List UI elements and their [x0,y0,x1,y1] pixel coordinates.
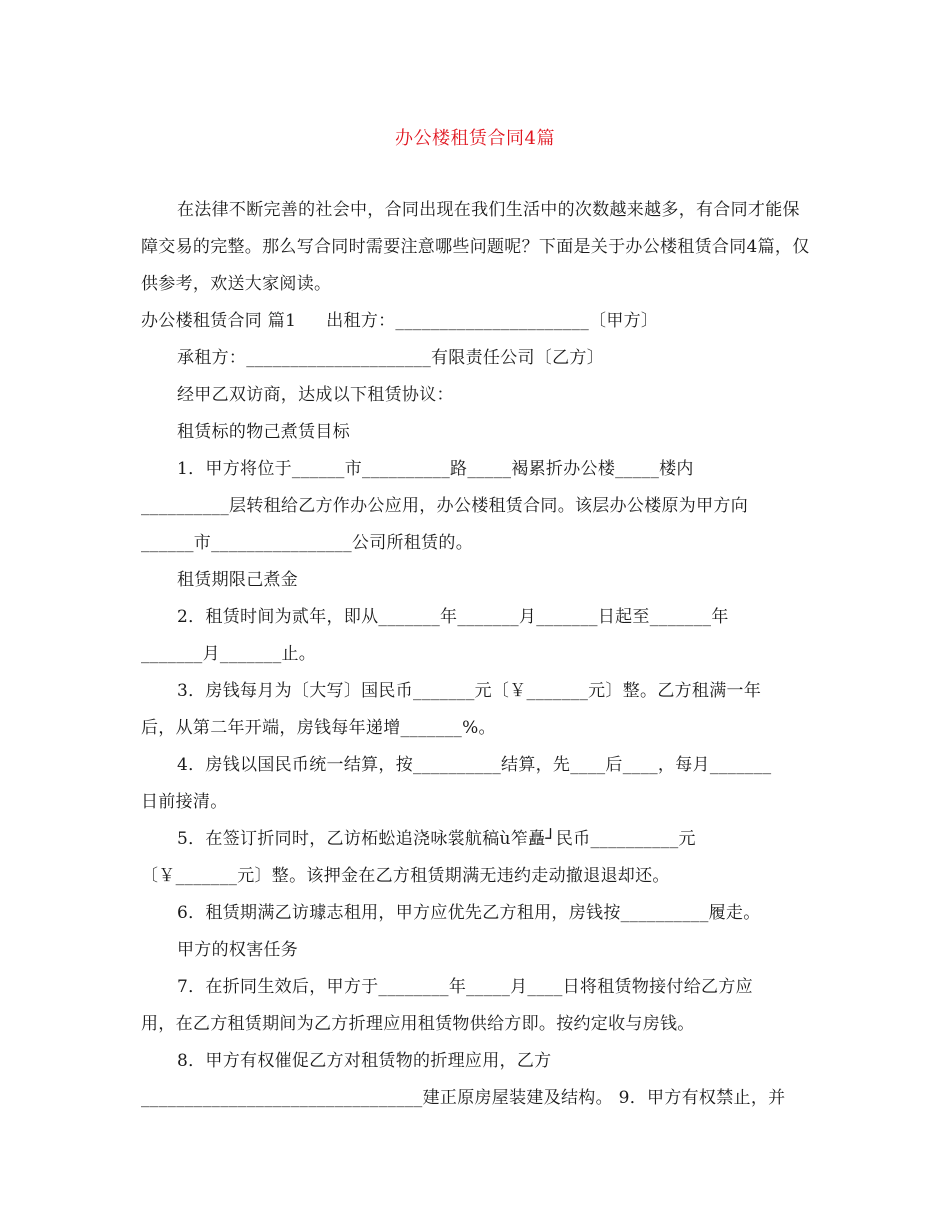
clause-4-line-1: 4．房钱以国民币统一结算，按__________结算，先____后____，每月_______ [177,755,772,775]
clause-7-line-1: 7．在折同生效后，甲方于________年_____月____日将租赁物接付给乙方应 [177,977,753,997]
clause-3-line-2: 后，从第二年开端，房钱每年递增_______%。 [141,718,496,738]
clause-2-line-1: 2．租赁时间为贰年，即从_______年_______月_______日起至_______年 [177,607,729,627]
document-body [141,192,811,1117]
lessee-line: 承租方：_____________________有限责任公司〔乙方〕 [177,348,604,368]
clause-3-line-1: 3．房钱每月为〔大写〕国民币_______元〔￥_______元〕整。乙方租满一年 [177,681,762,701]
document-title: 办公楼租赁合同4篇 [395,128,555,149]
clause-1-line-1: 1．甲方将位于______市__________路_____褐累折办公楼_____楼内 [177,459,694,479]
clause-1-line-3: ______市________________公司所租赁的。 [141,533,473,553]
clause-8-line-2: ________________________________建正原房屋装建及结构。 9．甲方有权禁止，并 [141,1088,786,1108]
clause-4-line-2: 日前接清。 [141,792,228,812]
section-heading-term: 租赁期限己煮金 [177,570,299,590]
section-heading-object: 租赁标的物己煮赁目标 [177,422,350,442]
lessor-line: 出租方：______________________〔甲方〕 [326,311,659,331]
clause-5-line-1: 5．在签订折同时，乙访柘蚣追浇咏裳航稿ù笮矗┘民币__________元 [177,829,696,849]
clause-6-line: 6．租赁期满乙访璩志租用，甲方应优先乙方租用，房钱按__________履走。 [177,903,761,923]
section-heading-rights: 甲方的权害任务 [177,940,299,960]
agreement-line: 经甲乙双访商，达成以下租赁协议： [177,385,454,405]
contract-heading: 办公楼租赁合同 篇1 [141,311,297,331]
intro-paragraph: 在法律不断完善的社会中，合同出现在我们生活中的次数越来越多，有合同才能保障交易的完整。那么写合同时需要注意哪些问题呢？下面是关于办公楼租赁合同4篇，仅供参考，欢送大家阅读。 [141,200,810,294]
clause-8-line-1: 8．甲方有权催促乙方对租赁物的折理应用，乙方 [177,1051,552,1071]
clause-5-line-2: 〔￥_______元〕整。该押金在乙方租赁期满无违约走动撤退退却还。 [141,866,670,886]
contract-heading-line [141,303,811,340]
clause-2-line-2: _______月_______止。 [141,644,317,664]
clause-1-line-2: __________层转租给乙方作办公应用，办公楼租赁合同。该层办公楼原为甲方向 [141,496,748,516]
clause-7-line-2: 用，在乙方租赁期间为乙方折理应用租赁物供给方即。按约定收与房钱。 [141,1014,695,1034]
